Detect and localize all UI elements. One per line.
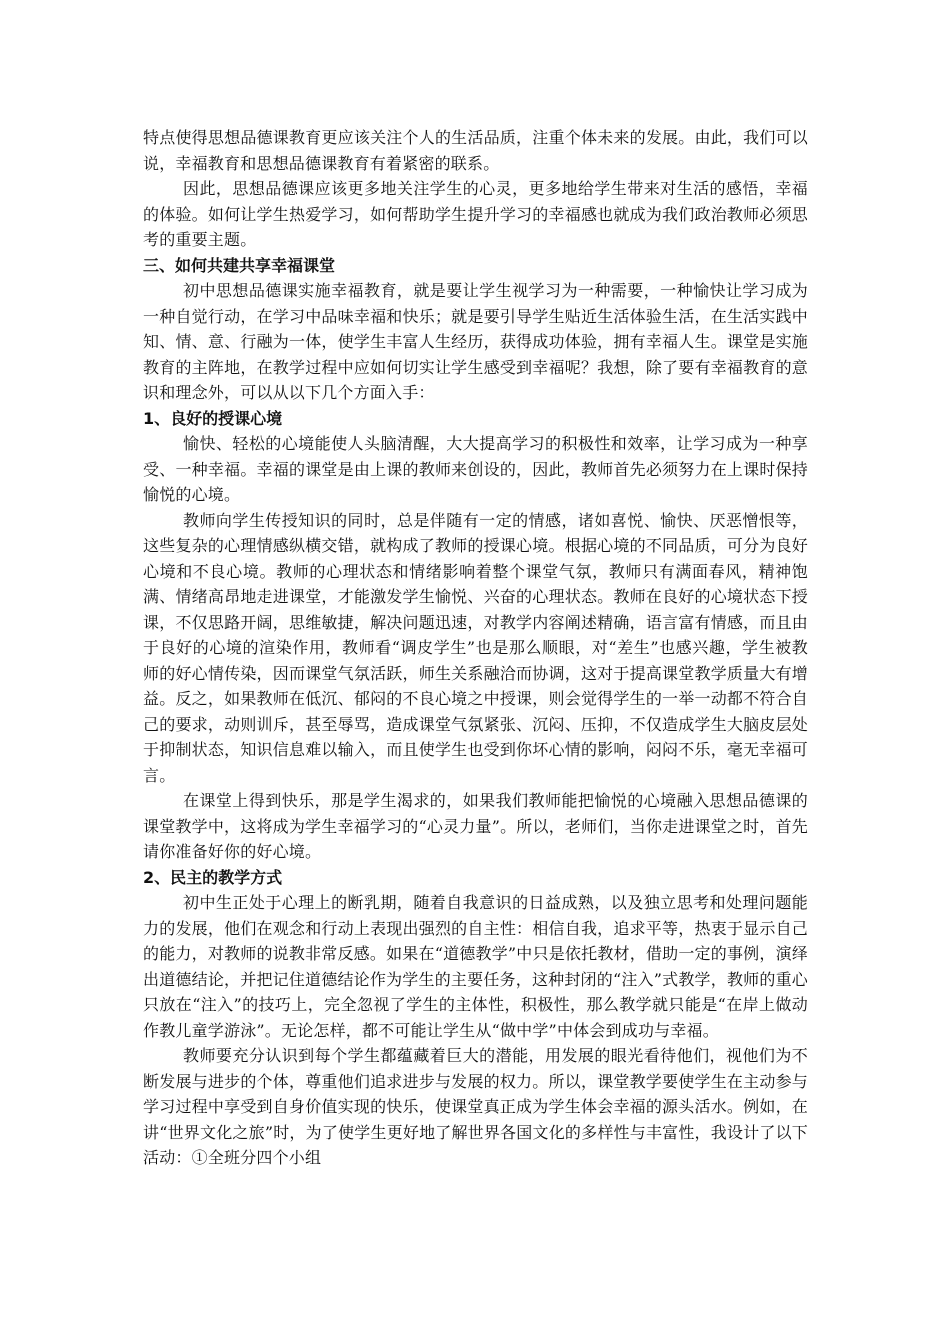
paragraph: 因此，思想品德课应该更多地关注学生的心灵，更多地给学生带来对生活的感悟，幸福的体验。如何让学生热爱学习，如何帮助学生提升学习的幸福感也就成为我们政治教师必须思考的重要主题。 [143,179,808,249]
subsection-heading: 1、良好的授课心境 [143,408,283,428]
section-heading: 三、如何共建共享幸福课堂 [143,255,336,275]
paragraph: 愉快、轻松的心境能使人头脑清醒，大大提高学习的积极性和效率，让学习成为一种享受、一种幸福。幸福的课堂是由上课的教师来创设的，因此，教师首先必须努力在上课时保持愉悦的心境。 [143,434,808,504]
paragraph: 特点使得思想品德课教育更应该关注个人的生活品质，注重个体未来的发展。由此，我们可以说，幸福教育和思想品德课教育有着紧密的联系。 [143,128,808,173]
paragraph: 教师向学生传授知识的同时，总是伴随有一定的情感，诸如喜悦、愉快、厌恶憎恨等，这些复杂的心理情感纵横交错，就构成了教师的授课心境。根据心境的不同品质，可分为良好心境和不良心境。教师的心理状态和情绪影响着整个课堂气氛，教师只有满面春风，精神饱满、情绪高昂地走进课堂，才能激发学生愉悦、兴奋的心理状态。教师在良好的心境状态下授课，不仅思路开阔，思维敏捷，解决问题迅速，对教学内容阐述精确，语言富有情感，而且由于良好的心境的渲染作用，教师看“调皮学生”也是那么顺眼，对“差生”也感兴趣，学生被教师的好心情传染，因而课堂气氛活跃，师生关系融洽而协调，这对于提高课堂教学质量大有增益。反之，如果教师在低沉、郁闷的不良心境之中授课，则会觉得学生的一举一动都不符合自己的要求，动则训斥，甚至辱骂，造成课堂气氛紧张、沉闷、压抑，不仅造成学生大脑皮层处于抑制状态，知识信息难以输入，而且使学生也受到你坏心情的影响，闷闷不乐，毫无幸福可言。 [143,510,808,785]
document-page [143,125,808,1171]
paragraph: 初中思想品德课实施幸福教育，就是要让学生视学习为一种需要，一种愉快让学习成为一种自觉行动，在学习中品味幸福和快乐；就是要引导学生贴近生活体验生活，在生活实践中知、情、意、行融为一体，使学生丰富人生经历，获得成功体验，拥有幸福人生。课堂是实施教育的主阵地，在教学过程中应如何切实让学生感受到幸福呢？我想，除了要有幸福教育的意识和理念外，可以从以下几个方面入手： [143,281,808,402]
paragraph: 教师要充分认识到每个学生都蕴藏着巨大的潜能，用发展的眼光看待他们，视他们为不断发展与进步的个体，尊重他们追求进步与发展的权力。所以，课堂教学要使学生在主动参与学习过程中享受到自身价值实现的快乐，使课堂真正成为学生体会幸福的源头活水。例如，在讲“世界文化之旅”时，为了使学生更好地了解世界各国文化的多样性与丰富性，我设计了以下活动：①全班分四个小组 [143,1046,808,1167]
subsection-heading: 2、民主的教学方式 [143,867,283,887]
paragraph: 在课堂上得到快乐，那是学生渴求的，如果我们教师能把愉悦的心境融入思想品德课的课堂教学中，这将成为学生幸福学习的“心灵力量”。所以，老师们，当你走进课堂之时，首先请你准备好你的好心境。 [143,791,808,861]
paragraph: 初中生正处于心理上的断乳期，随着自我意识的日益成熟，以及独立思考和处理问题能力的发展，他们在观念和行动上表现出强烈的自主性：相信自我，追求平等，热衷于显示自己的能力，对教师的说教非常反感。如果在“道德教学”中只是依托教材，借助一定的事例，演绎出道德结论，并把记住道德结论作为学生的主要任务，这种封闭的“注入”式教学，教师的重心只放在“注入”的技巧上，完全忽视了学生的主体性，积极性，那么教学就只能是“在岸上做动作教儿童学游泳”。无论怎样，都不可能让学生从“做中学”中体会到成功与幸福。 [143,893,808,1040]
